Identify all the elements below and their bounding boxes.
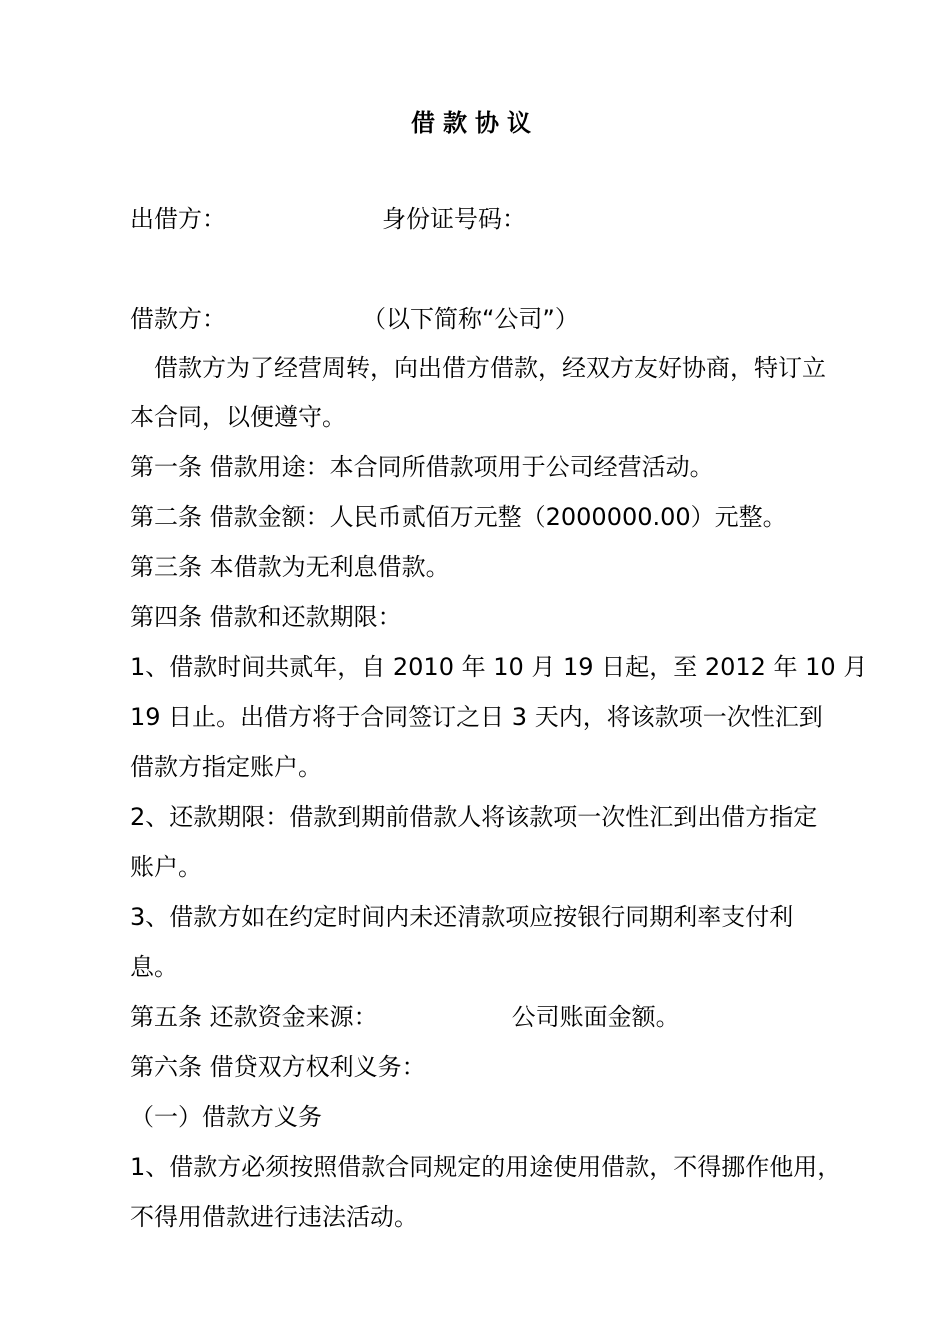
intro-line-2: 本合同，以便遵守。 [130,403,346,431]
id-number-label: 身份证号码： [382,205,526,233]
lender-label: 出借方： [130,205,226,233]
article-5-label: 第五条 还款资金来源： [130,1003,378,1031]
article-4: 第四条 借款和还款期限： [130,603,402,631]
borrower-label: 借款方： [130,305,226,333]
borrower-note: （以下简称“公司”） [362,305,579,333]
article-4-item-1-line-1: 1、借款时间共贰年，自 2010 年 10 月 19 日起，至 2012 年 10 月 [130,653,868,681]
article-2: 第二条 借款金额：人民币贰佰万元整（2000000.00）元整。 [130,503,787,531]
article-1: 第一条 借款用途：本合同所借款项用于公司经营活动。 [130,453,714,481]
article-4-item-3-line-2: 息。 [130,953,178,981]
article-4-item-1-line-2: 19 日止。出借方将于合同签订之日 3 天内，将该款项一次性汇到 [130,703,823,731]
intro-line-1: 借款方为了经营周转，向出借方借款，经双方友好协商，特订立 [154,354,826,382]
article-5-value: 公司账面金额。 [511,1003,680,1031]
article-4-item-1-line-3: 借款方指定账户。 [130,753,322,781]
article-4-item-2-line-1: 2、还款期限：借款到期前借款人将该款项一次性汇到出借方指定 [130,803,818,831]
lender-line [130,202,526,236]
article-4-item-3-line-1: 3、借款方如在约定时间内未还清款项应按银行同期利率支付利 [130,903,794,931]
article-5 [130,1000,680,1034]
article-4-item-2-line-2: 账户。 [130,853,202,881]
section-1-heading: （一）借款方义务 [130,1103,322,1131]
duty-1-line-1: 1、借款方必须按照借款合同规定的用途使用借款，不得挪作他用， [130,1153,842,1181]
article-3: 第三条 本借款为无利息借款。 [130,553,450,581]
document-title: 借款协议 [411,109,539,137]
article-6: 第六条 借贷双方权利义务： [130,1053,426,1081]
duty-1-line-2: 不得用借款进行违法活动。 [130,1203,418,1231]
borrower-line [130,302,579,336]
